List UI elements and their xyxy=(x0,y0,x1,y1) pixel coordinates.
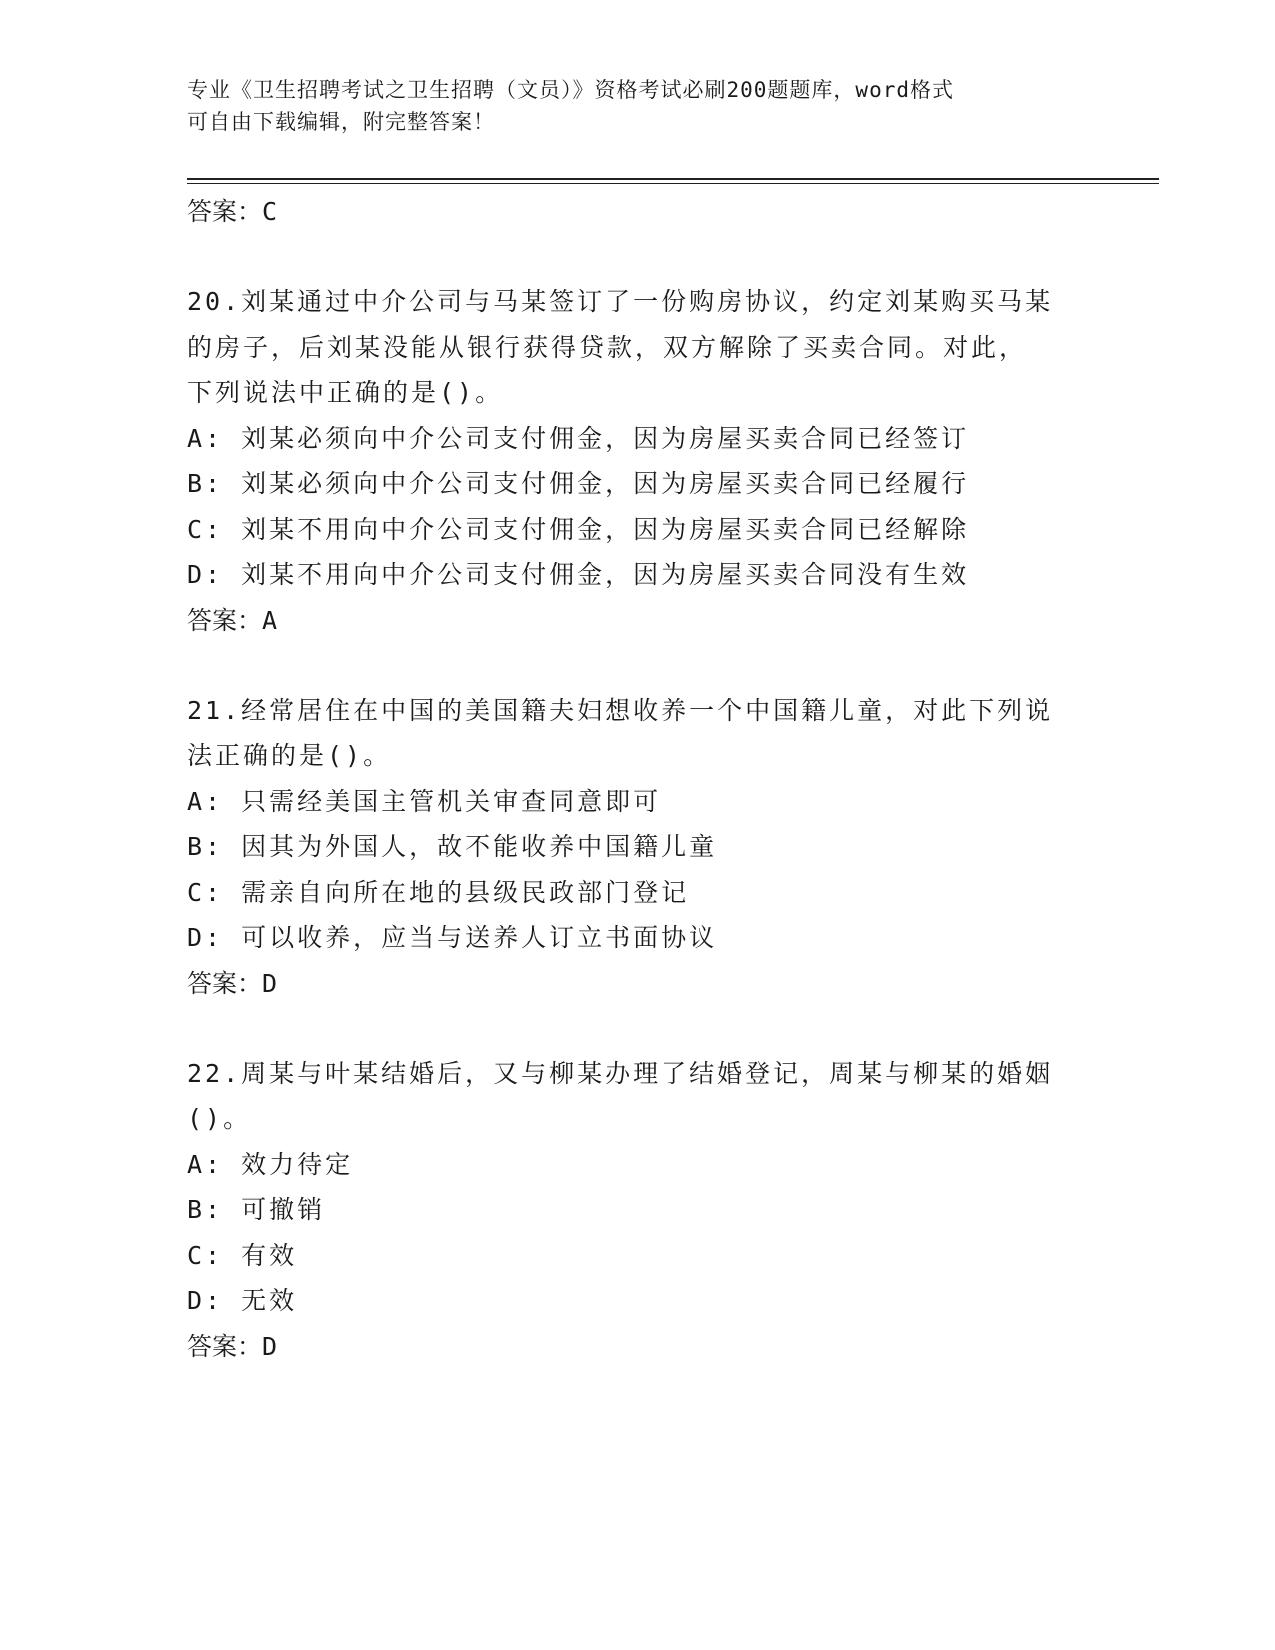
option-d xyxy=(187,1278,1087,1324)
answer-value: D xyxy=(262,968,278,998)
option-label: B: xyxy=(187,1195,224,1224)
option-text: 刘某必须向中介公司支付佣金，因为房屋买卖合同已经签订 xyxy=(241,423,970,453)
option-text: 有效 xyxy=(241,1240,298,1270)
option-label: A: xyxy=(187,786,224,816)
previous-answer xyxy=(187,189,1087,235)
question-answer xyxy=(187,961,1087,1007)
answer-value: C xyxy=(262,197,278,226)
question-21 xyxy=(187,688,1087,1007)
header-line-1: 专业《卫生招聘考试之卫生招聘（文员）》资格考试必刷200题题库，word格式 xyxy=(187,78,954,102)
option-label: A: xyxy=(187,423,224,453)
header-line-2: 可自由下载编辑，附完整答案！ xyxy=(187,110,495,134)
question-stem-line-1: 刘某通过中介公司与马某签订了一份购房协议，约定刘某购买马某 xyxy=(241,287,1054,316)
question-stem-line-2: 法正确的是()。 xyxy=(187,741,392,770)
option-label: D: xyxy=(187,923,224,952)
document-header xyxy=(187,74,1077,138)
question-number: 20. xyxy=(187,287,242,316)
question-number: 21. xyxy=(187,695,242,725)
header-rule-thin xyxy=(187,183,1159,184)
option-b xyxy=(187,1187,1087,1233)
option-a xyxy=(187,779,1087,825)
question-answer xyxy=(187,598,1087,644)
answer-label: 答案： xyxy=(187,968,263,998)
answer-value: D xyxy=(262,1331,278,1361)
question-text-line xyxy=(187,688,1077,734)
answer-label: 答案： xyxy=(187,1331,263,1361)
question-20 xyxy=(187,279,1087,644)
option-d xyxy=(187,552,1087,598)
option-d xyxy=(187,915,1087,961)
option-b xyxy=(187,461,1087,507)
option-text: 效力待定 xyxy=(241,1149,354,1179)
question-stem-line-2: ()。 xyxy=(187,1104,252,1133)
option-label: A: xyxy=(187,1149,224,1179)
option-text: 刘某不用向中介公司支付佣金，因为房屋买卖合同已经解除 xyxy=(241,514,970,544)
option-label: D: xyxy=(187,1286,224,1315)
option-text: 刘某必须向中介公司支付佣金，因为房屋买卖合同已经履行 xyxy=(241,469,970,498)
option-c xyxy=(187,870,1087,916)
question-stem-line-3: 下列说法中正确的是()。 xyxy=(187,378,504,407)
answer-value: A xyxy=(262,605,278,635)
header-rule-thick xyxy=(187,178,1159,180)
question-stem-line-2: 的房子，后刘某没能从银行获得贷款，双方解除了买卖合同。对此， xyxy=(187,332,1028,362)
option-text: 可撤销 xyxy=(241,1195,326,1224)
option-c xyxy=(187,507,1087,553)
option-label: B: xyxy=(187,832,224,861)
answer-label: 答案： xyxy=(187,605,263,635)
option-label: C: xyxy=(187,1240,224,1270)
option-text: 无效 xyxy=(241,1286,298,1315)
option-a xyxy=(187,416,1087,462)
question-number: 22. xyxy=(187,1058,242,1088)
answer-label: 答案： xyxy=(187,197,263,226)
option-text: 可以收养，应当与送养人订立书面协议 xyxy=(241,923,718,952)
option-label: C: xyxy=(187,877,224,907)
option-text: 刘某不用向中介公司支付佣金，因为房屋买卖合同没有生效 xyxy=(241,560,970,589)
option-c xyxy=(187,1233,1087,1279)
option-text: 需亲自向所在地的县级民政部门登记 xyxy=(241,877,690,907)
option-label: C: xyxy=(187,514,224,544)
option-label: D: xyxy=(187,560,224,589)
option-text: 只需经美国主管机关审查同意即可 xyxy=(241,786,662,816)
option-label: B: xyxy=(187,469,224,498)
question-22 xyxy=(187,1051,1087,1370)
document-body xyxy=(187,189,1087,1370)
option-a xyxy=(187,1142,1087,1188)
question-stem-line-1: 经常居住在中国的美国籍夫妇想收养一个中国籍儿童，对此下列说 xyxy=(241,695,1054,725)
option-b xyxy=(187,824,1087,870)
question-stem-line-1: 周某与叶某结婚后，又与柳某办理了结婚登记，周某与柳某的婚姻 xyxy=(241,1058,1054,1088)
question-text-line xyxy=(187,1051,1077,1097)
question-text-line xyxy=(187,279,1077,325)
question-answer xyxy=(187,1324,1087,1370)
option-text: 因其为外国人，故不能收养中国籍儿童 xyxy=(241,832,718,861)
